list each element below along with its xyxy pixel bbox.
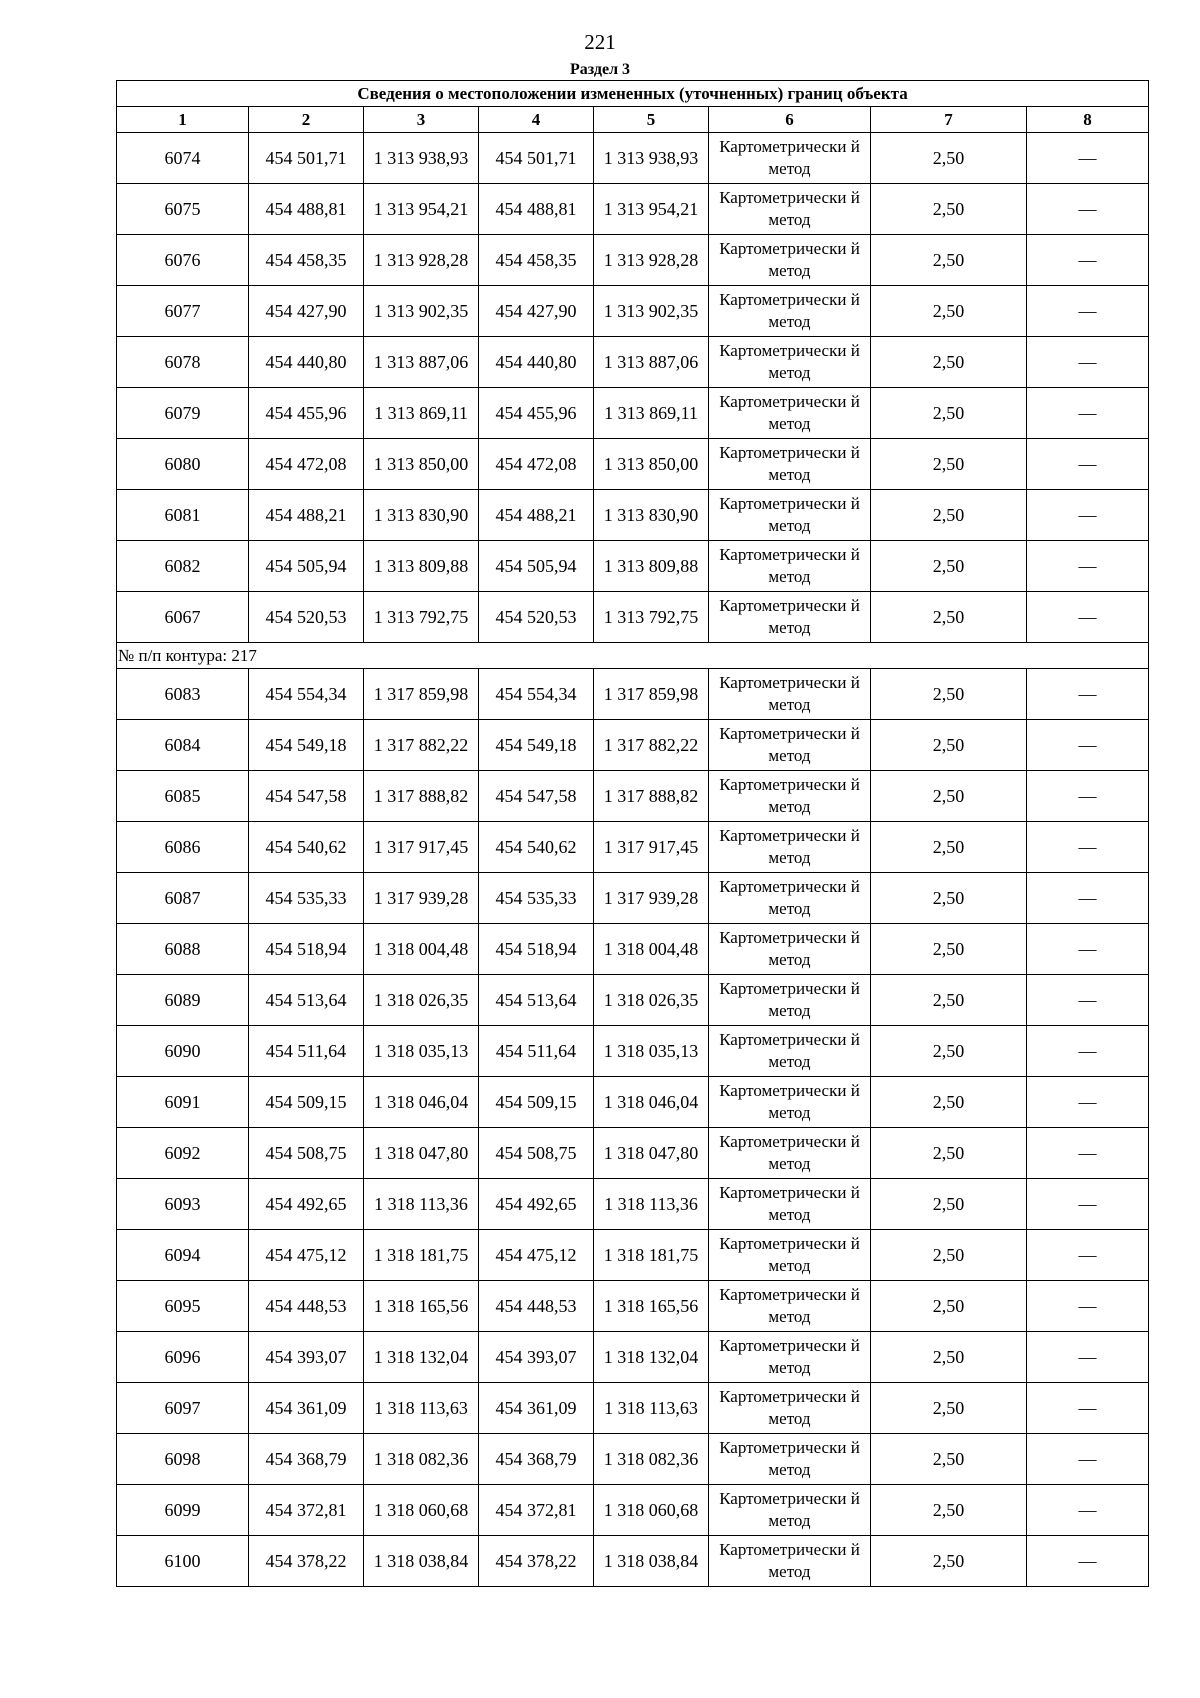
y-coordinate-existing-cell: 1 318 132,04 [364, 1332, 479, 1383]
accuracy-cell: 2,50 [871, 235, 1027, 286]
note-cell: — [1027, 771, 1149, 822]
x-coordinate-existing-cell: 454 540,62 [249, 822, 364, 873]
x-coordinate-refined-cell: 454 511,64 [479, 1026, 594, 1077]
method-cell: Картометрически й метод [709, 1332, 871, 1383]
y-coordinate-existing-cell: 1 317 888,82 [364, 771, 479, 822]
note-cell: — [1027, 924, 1149, 975]
note-cell: — [1027, 1332, 1149, 1383]
x-coordinate-existing-cell: 454 508,75 [249, 1128, 364, 1179]
x-coordinate-existing-cell: 454 440,80 [249, 337, 364, 388]
method-cell: Картометрически й метод [709, 873, 871, 924]
point-number-cell: 6100 [117, 1536, 249, 1587]
x-coordinate-existing-cell: 454 518,94 [249, 924, 364, 975]
point-number-cell: 6075 [117, 184, 249, 235]
x-coordinate-refined-cell: 454 458,35 [479, 235, 594, 286]
x-coordinate-existing-cell: 454 492,65 [249, 1179, 364, 1230]
y-coordinate-refined-cell: 1 317 882,22 [594, 720, 709, 771]
y-coordinate-refined-cell: 1 318 113,63 [594, 1383, 709, 1434]
y-coordinate-refined-cell: 1 317 888,82 [594, 771, 709, 822]
method-cell: Картометрически й метод [709, 439, 871, 490]
point-number-cell: 6074 [117, 133, 249, 184]
method-cell: Картометрически й метод [709, 541, 871, 592]
x-coordinate-refined-cell: 454 509,15 [479, 1077, 594, 1128]
column-number: 2 [249, 107, 364, 133]
point-number-cell: 6081 [117, 490, 249, 541]
x-coordinate-existing-cell: 454 427,90 [249, 286, 364, 337]
y-coordinate-existing-cell: 1 317 882,22 [364, 720, 479, 771]
y-coordinate-existing-cell: 1 317 917,45 [364, 822, 479, 873]
point-number-cell: 6077 [117, 286, 249, 337]
y-coordinate-refined-cell: 1 313 938,93 [594, 133, 709, 184]
note-cell: — [1027, 286, 1149, 337]
x-coordinate-existing-cell: 454 488,81 [249, 184, 364, 235]
y-coordinate-existing-cell: 1 318 060,68 [364, 1485, 479, 1536]
method-cell: Картометрически й метод [709, 388, 871, 439]
x-coordinate-refined-cell: 454 520,53 [479, 592, 594, 643]
y-coordinate-refined-cell: 1 313 830,90 [594, 490, 709, 541]
accuracy-cell: 2,50 [871, 1128, 1027, 1179]
method-cell: Картометрически й метод [709, 1026, 871, 1077]
method-cell: Картометрически й метод [709, 975, 871, 1026]
point-number-cell: 6087 [117, 873, 249, 924]
x-coordinate-existing-cell: 454 475,12 [249, 1230, 364, 1281]
point-number-cell: 6099 [117, 1485, 249, 1536]
y-coordinate-refined-cell: 1 318 026,35 [594, 975, 709, 1026]
y-coordinate-refined-cell: 1 318 113,36 [594, 1179, 709, 1230]
table-row [117, 771, 1149, 822]
x-coordinate-refined-cell: 454 361,09 [479, 1383, 594, 1434]
y-coordinate-refined-cell: 1 318 132,04 [594, 1332, 709, 1383]
x-coordinate-refined-cell: 454 554,34 [479, 669, 594, 720]
table-row [117, 1230, 1149, 1281]
y-coordinate-existing-cell: 1 318 047,80 [364, 1128, 479, 1179]
y-coordinate-refined-cell: 1 313 869,11 [594, 388, 709, 439]
accuracy-cell: 2,50 [871, 439, 1027, 490]
table-row [117, 133, 1149, 184]
note-cell: — [1027, 1077, 1149, 1128]
accuracy-cell: 2,50 [871, 286, 1027, 337]
note-cell: — [1027, 975, 1149, 1026]
note-cell: — [1027, 669, 1149, 720]
y-coordinate-refined-cell: 1 318 004,48 [594, 924, 709, 975]
x-coordinate-existing-cell: 454 393,07 [249, 1332, 364, 1383]
point-number-cell: 6091 [117, 1077, 249, 1128]
x-coordinate-refined-cell: 454 540,62 [479, 822, 594, 873]
point-number-cell: 6092 [117, 1128, 249, 1179]
note-cell: — [1027, 541, 1149, 592]
x-coordinate-refined-cell: 454 472,08 [479, 439, 594, 490]
table-row [117, 924, 1149, 975]
note-cell: — [1027, 1281, 1149, 1332]
note-cell: — [1027, 1230, 1149, 1281]
accuracy-cell: 2,50 [871, 1230, 1027, 1281]
x-coordinate-existing-cell: 454 455,96 [249, 388, 364, 439]
y-coordinate-refined-cell: 1 318 046,04 [594, 1077, 709, 1128]
x-coordinate-refined-cell: 454 492,65 [479, 1179, 594, 1230]
x-coordinate-existing-cell: 454 554,34 [249, 669, 364, 720]
note-cell: — [1027, 388, 1149, 439]
point-number-cell: 6096 [117, 1332, 249, 1383]
method-cell: Картометрически й метод [709, 1128, 871, 1179]
x-coordinate-existing-cell: 454 372,81 [249, 1485, 364, 1536]
x-coordinate-existing-cell: 454 547,58 [249, 771, 364, 822]
y-coordinate-refined-cell: 1 318 060,68 [594, 1485, 709, 1536]
accuracy-cell: 2,50 [871, 184, 1027, 235]
note-cell: — [1027, 439, 1149, 490]
accuracy-cell: 2,50 [871, 1026, 1027, 1077]
accuracy-cell: 2,50 [871, 1281, 1027, 1332]
point-number-cell: 6086 [117, 822, 249, 873]
x-coordinate-existing-cell: 454 511,64 [249, 1026, 364, 1077]
accuracy-cell: 2,50 [871, 924, 1027, 975]
table-row [117, 669, 1149, 720]
x-coordinate-existing-cell: 454 505,94 [249, 541, 364, 592]
accuracy-cell: 2,50 [871, 1383, 1027, 1434]
y-coordinate-existing-cell: 1 317 939,28 [364, 873, 479, 924]
method-cell: Картометрически й метод [709, 133, 871, 184]
x-coordinate-existing-cell: 454 513,64 [249, 975, 364, 1026]
y-coordinate-existing-cell: 1 313 850,00 [364, 439, 479, 490]
y-coordinate-existing-cell: 1 313 902,35 [364, 286, 479, 337]
note-cell: — [1027, 1026, 1149, 1077]
table-row [117, 337, 1149, 388]
y-coordinate-existing-cell: 1 317 859,98 [364, 669, 479, 720]
accuracy-cell: 2,50 [871, 720, 1027, 771]
point-number-cell: 6088 [117, 924, 249, 975]
method-cell: Картометрически й метод [709, 235, 871, 286]
column-number: 8 [1027, 107, 1149, 133]
table-row [117, 975, 1149, 1026]
point-number-cell: 6094 [117, 1230, 249, 1281]
note-cell: — [1027, 1383, 1149, 1434]
method-cell: Картометрически й метод [709, 1536, 871, 1587]
table-row [117, 235, 1149, 286]
y-coordinate-refined-cell: 1 317 939,28 [594, 873, 709, 924]
page-number: 221 [584, 30, 616, 54]
accuracy-cell: 2,50 [871, 133, 1027, 184]
y-coordinate-existing-cell: 1 318 026,35 [364, 975, 479, 1026]
y-coordinate-existing-cell: 1 318 165,56 [364, 1281, 479, 1332]
x-coordinate-refined-cell: 454 372,81 [479, 1485, 594, 1536]
table-row [117, 1077, 1149, 1128]
x-coordinate-refined-cell: 454 535,33 [479, 873, 594, 924]
point-number-cell: 6076 [117, 235, 249, 286]
table-row [117, 822, 1149, 873]
note-cell: — [1027, 184, 1149, 235]
x-coordinate-refined-cell: 454 508,75 [479, 1128, 594, 1179]
column-number: 4 [479, 107, 594, 133]
y-coordinate-refined-cell: 1 318 181,75 [594, 1230, 709, 1281]
y-coordinate-existing-cell: 1 318 113,63 [364, 1383, 479, 1434]
y-coordinate-existing-cell: 1 318 038,84 [364, 1536, 479, 1587]
table-row [117, 1485, 1149, 1536]
note-cell: — [1027, 1128, 1149, 1179]
table-row [117, 592, 1149, 643]
method-cell: Картометрически й метод [709, 184, 871, 235]
method-cell: Картометрически й метод [709, 771, 871, 822]
point-number-cell: 6098 [117, 1434, 249, 1485]
y-coordinate-existing-cell: 1 313 830,90 [364, 490, 479, 541]
point-number-cell: 6078 [117, 337, 249, 388]
method-cell: Картометрически й метод [709, 720, 871, 771]
table-row [117, 490, 1149, 541]
x-coordinate-existing-cell: 454 448,53 [249, 1281, 364, 1332]
table-row [117, 1026, 1149, 1077]
x-coordinate-refined-cell: 454 455,96 [479, 388, 594, 439]
point-number-cell: 6090 [117, 1026, 249, 1077]
y-coordinate-refined-cell: 1 313 887,06 [594, 337, 709, 388]
point-number-cell: 6089 [117, 975, 249, 1026]
method-cell: Картометрически й метод [709, 490, 871, 541]
x-coordinate-existing-cell: 454 501,71 [249, 133, 364, 184]
accuracy-cell: 2,50 [871, 1536, 1027, 1587]
contour-label: № п/п контура: 217 [117, 643, 1149, 669]
accuracy-cell: 2,50 [871, 388, 1027, 439]
x-coordinate-refined-cell: 454 475,12 [479, 1230, 594, 1281]
x-coordinate-refined-cell: 454 488,81 [479, 184, 594, 235]
table-row [117, 1128, 1149, 1179]
method-cell: Картометрически й метод [709, 924, 871, 975]
accuracy-cell: 2,50 [871, 1179, 1027, 1230]
y-coordinate-refined-cell: 1 313 928,28 [594, 235, 709, 286]
x-coordinate-refined-cell: 454 427,90 [479, 286, 594, 337]
method-cell: Картометрически й метод [709, 592, 871, 643]
y-coordinate-existing-cell: 1 313 887,06 [364, 337, 479, 388]
y-coordinate-existing-cell: 1 318 082,36 [364, 1434, 479, 1485]
x-coordinate-existing-cell: 454 361,09 [249, 1383, 364, 1434]
y-coordinate-refined-cell: 1 318 047,80 [594, 1128, 709, 1179]
accuracy-cell: 2,50 [871, 541, 1027, 592]
point-number-cell: 6093 [117, 1179, 249, 1230]
point-number-cell: 6095 [117, 1281, 249, 1332]
accuracy-cell: 2,50 [871, 1434, 1027, 1485]
table-body [117, 133, 1149, 1587]
x-coordinate-existing-cell: 454 378,22 [249, 1536, 364, 1587]
y-coordinate-existing-cell: 1 318 046,04 [364, 1077, 479, 1128]
x-coordinate-refined-cell: 454 505,94 [479, 541, 594, 592]
column-number: 6 [709, 107, 871, 133]
column-number: 5 [594, 107, 709, 133]
accuracy-cell: 2,50 [871, 873, 1027, 924]
table-row [117, 439, 1149, 490]
accuracy-cell: 2,50 [871, 771, 1027, 822]
x-coordinate-existing-cell: 454 535,33 [249, 873, 364, 924]
method-cell: Картометрически й метод [709, 1077, 871, 1128]
x-coordinate-existing-cell: 454 458,35 [249, 235, 364, 286]
table-row [117, 1383, 1149, 1434]
x-coordinate-refined-cell: 454 547,58 [479, 771, 594, 822]
table-row [117, 286, 1149, 337]
table-row [117, 720, 1149, 771]
accuracy-cell: 2,50 [871, 490, 1027, 541]
y-coordinate-existing-cell: 1 313 792,75 [364, 592, 479, 643]
y-coordinate-existing-cell: 1 313 938,93 [364, 133, 479, 184]
note-cell: — [1027, 1536, 1149, 1587]
boundary-coordinates-table [116, 80, 1149, 1587]
method-cell: Картометрически й метод [709, 1485, 871, 1536]
y-coordinate-refined-cell: 1 313 792,75 [594, 592, 709, 643]
method-cell: Картометрически й метод [709, 1383, 871, 1434]
method-cell: Картометрически й метод [709, 286, 871, 337]
note-cell: — [1027, 873, 1149, 924]
note-cell: — [1027, 235, 1149, 286]
x-coordinate-refined-cell: 454 440,80 [479, 337, 594, 388]
y-coordinate-refined-cell: 1 317 917,45 [594, 822, 709, 873]
y-coordinate-existing-cell: 1 313 928,28 [364, 235, 479, 286]
y-coordinate-refined-cell: 1 313 954,21 [594, 184, 709, 235]
point-number-cell: 6085 [117, 771, 249, 822]
x-coordinate-refined-cell: 454 393,07 [479, 1332, 594, 1383]
point-number-cell: 6067 [117, 592, 249, 643]
x-coordinate-existing-cell: 454 509,15 [249, 1077, 364, 1128]
note-cell: — [1027, 133, 1149, 184]
x-coordinate-refined-cell: 454 549,18 [479, 720, 594, 771]
table-row [117, 388, 1149, 439]
note-cell: — [1027, 490, 1149, 541]
note-cell: — [1027, 1179, 1149, 1230]
y-coordinate-refined-cell: 1 318 165,56 [594, 1281, 709, 1332]
y-coordinate-existing-cell: 1 318 181,75 [364, 1230, 479, 1281]
point-number-cell: 6080 [117, 439, 249, 490]
note-cell: — [1027, 592, 1149, 643]
method-cell: Картометрически й метод [709, 1281, 871, 1332]
table-row [117, 873, 1149, 924]
x-coordinate-refined-cell: 454 501,71 [479, 133, 594, 184]
accuracy-cell: 2,50 [871, 592, 1027, 643]
table-row [117, 1281, 1149, 1332]
table-caption: Сведения о местоположении измененных (уточненных) границ объекта [117, 81, 1149, 107]
x-coordinate-existing-cell: 454 472,08 [249, 439, 364, 490]
y-coordinate-existing-cell: 1 313 809,88 [364, 541, 479, 592]
x-coordinate-existing-cell: 454 520,53 [249, 592, 364, 643]
method-cell: Картометрически й метод [709, 669, 871, 720]
x-coordinate-existing-cell: 454 549,18 [249, 720, 364, 771]
method-cell: Картометрически й метод [709, 1434, 871, 1485]
y-coordinate-refined-cell: 1 317 859,98 [594, 669, 709, 720]
accuracy-cell: 2,50 [871, 975, 1027, 1026]
accuracy-cell: 2,50 [871, 822, 1027, 873]
column-number: 1 [117, 107, 249, 133]
method-cell: Картометрически й метод [709, 822, 871, 873]
y-coordinate-existing-cell: 1 313 954,21 [364, 184, 479, 235]
y-coordinate-refined-cell: 1 318 082,36 [594, 1434, 709, 1485]
point-number-cell: 6097 [117, 1383, 249, 1434]
y-coordinate-refined-cell: 1 318 038,84 [594, 1536, 709, 1587]
y-coordinate-existing-cell: 1 318 004,48 [364, 924, 479, 975]
note-cell: — [1027, 822, 1149, 873]
method-cell: Картометрически й метод [709, 337, 871, 388]
y-coordinate-existing-cell: 1 313 869,11 [364, 388, 479, 439]
x-coordinate-refined-cell: 454 448,53 [479, 1281, 594, 1332]
column-number: 3 [364, 107, 479, 133]
x-coordinate-refined-cell: 454 488,21 [479, 490, 594, 541]
method-cell: Картометрически й метод [709, 1230, 871, 1281]
y-coordinate-refined-cell: 1 313 809,88 [594, 541, 709, 592]
y-coordinate-refined-cell: 1 318 035,13 [594, 1026, 709, 1077]
note-cell: — [1027, 720, 1149, 771]
accuracy-cell: 2,50 [871, 669, 1027, 720]
section-title: Раздел 3 [569, 61, 631, 78]
table-row [117, 1536, 1149, 1587]
x-coordinate-existing-cell: 454 368,79 [249, 1434, 364, 1485]
accuracy-cell: 2,50 [871, 1332, 1027, 1383]
note-cell: — [1027, 337, 1149, 388]
x-coordinate-refined-cell: 454 513,64 [479, 975, 594, 1026]
table-row [117, 541, 1149, 592]
x-coordinate-existing-cell: 454 488,21 [249, 490, 364, 541]
table-row [117, 1434, 1149, 1485]
y-coordinate-existing-cell: 1 318 035,13 [364, 1026, 479, 1077]
table-row [117, 1179, 1149, 1230]
point-number-cell: 6083 [117, 669, 249, 720]
method-cell: Картометрически й метод [709, 1179, 871, 1230]
point-number-cell: 6079 [117, 388, 249, 439]
note-cell: — [1027, 1434, 1149, 1485]
y-coordinate-refined-cell: 1 313 850,00 [594, 439, 709, 490]
accuracy-cell: 2,50 [871, 337, 1027, 388]
column-number: 7 [871, 107, 1027, 133]
accuracy-cell: 2,50 [871, 1077, 1027, 1128]
y-coordinate-refined-cell: 1 313 902,35 [594, 286, 709, 337]
point-number-cell: 6082 [117, 541, 249, 592]
x-coordinate-refined-cell: 454 368,79 [479, 1434, 594, 1485]
point-number-cell: 6084 [117, 720, 249, 771]
table-row [117, 1332, 1149, 1383]
y-coordinate-existing-cell: 1 318 113,36 [364, 1179, 479, 1230]
table-row [117, 184, 1149, 235]
x-coordinate-refined-cell: 454 518,94 [479, 924, 594, 975]
column-number-row [117, 107, 1149, 133]
note-cell: — [1027, 1485, 1149, 1536]
contour-row [117, 643, 1149, 669]
accuracy-cell: 2,50 [871, 1485, 1027, 1536]
x-coordinate-refined-cell: 454 378,22 [479, 1536, 594, 1587]
